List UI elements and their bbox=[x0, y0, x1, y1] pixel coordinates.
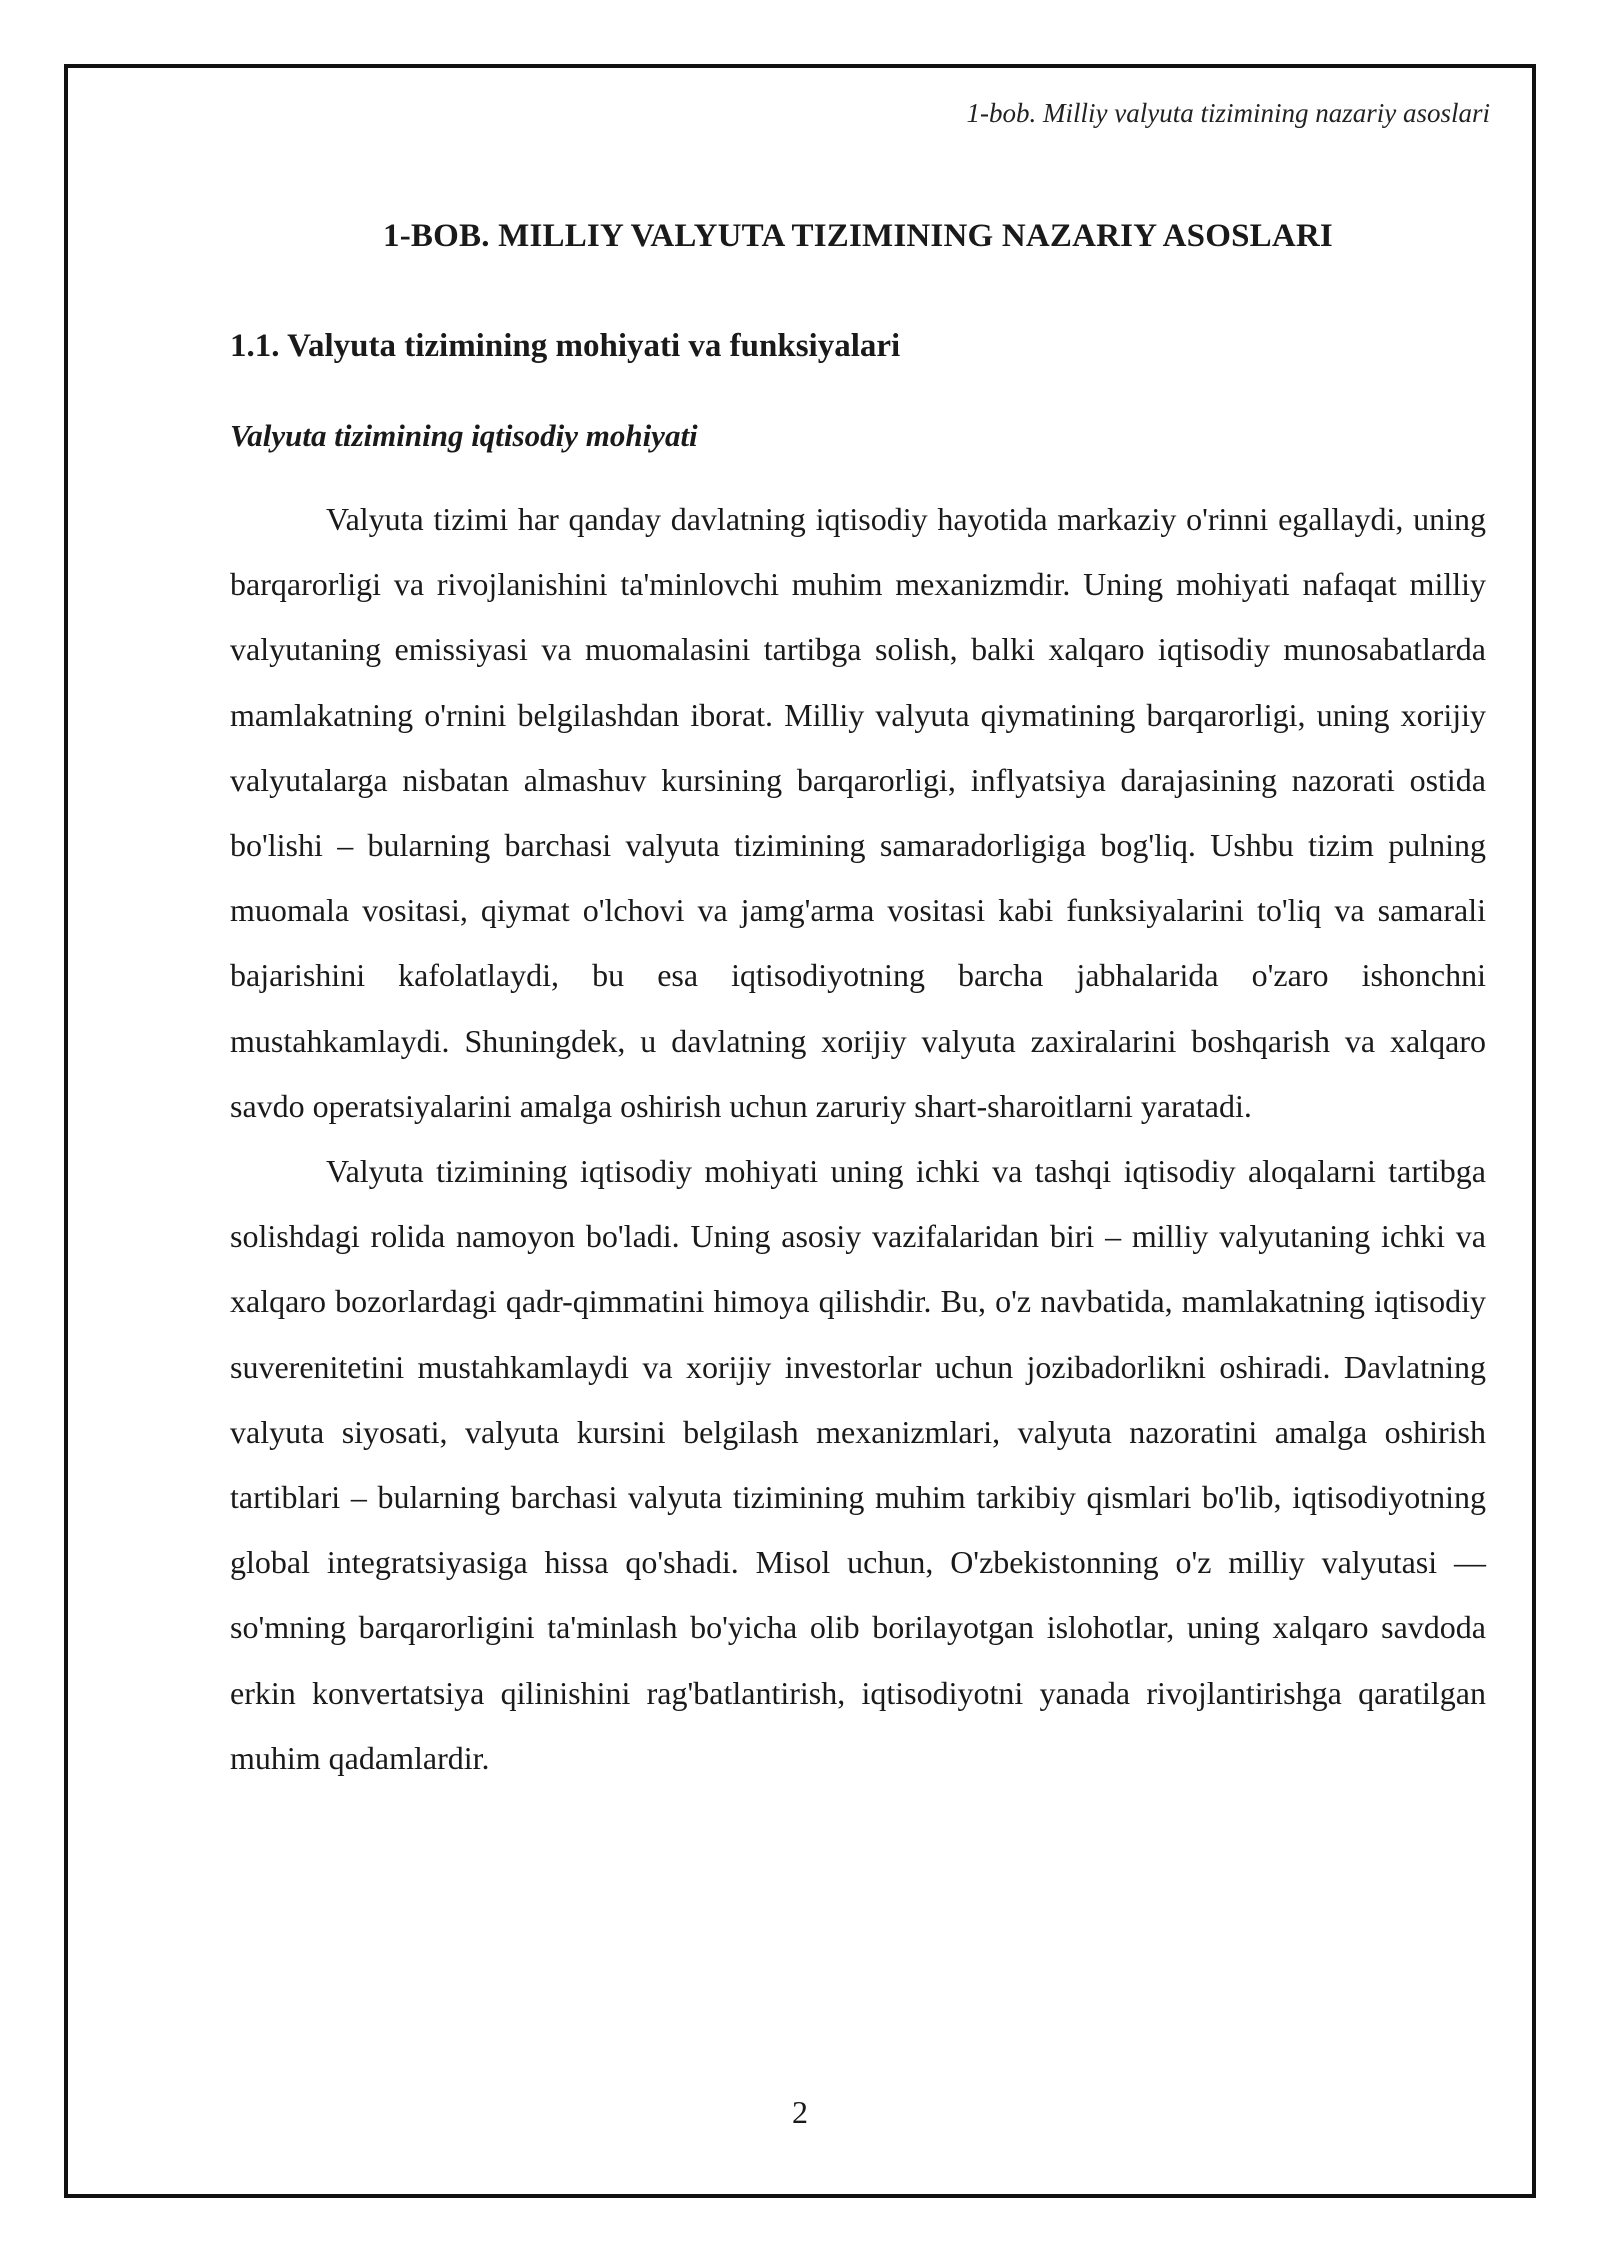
paragraph: Valyuta tizimining iqtisodiy mohiyati uning ichki va tashqi iqtisodiy aloqalarni tartibga solishdagi rolida namoyon bo'ladi. Uning asosiy vazifalaridan biri – milliy valyutaning ichki va xalqaro bozorlardagi qadr-qimmatini himoya qilishdir. Bu, o'z navbatida, mamlakatning iqtisodiy suverenitetini mustahkamlaydi va xorijiy investorlar uchun jozibadorlikni oshiradi. Davlatning valyuta siyosati, valyuta kursini belgilash mexanizmlari, valyuta nazoratini amalga oshirish tartiblari – bularning barchasi valyuta tizimining muhim tarkibiy qismlari bo'lib, iqtisodiyotning global integratsiyasiga hissa qo'shadi. Misol uchun, O'zbekistonning o'z milliy valyutasi — so'mning barqarorligini ta'minlash bo'yicha olib borilayotgan islohotlar, uning xalqaro savdoda erkin konvertatsiya qilinishini rag'batlantirish, iqtisodiyotni yanada rivojlantirishga qaratilgan muhim qadamlardir. bbox=[230, 1153, 1486, 1776]
chapter-title: 1-BOB. MILLIY VALYUTA TIZIMINING NAZARIY ASOSLARI bbox=[383, 218, 1333, 254]
section-title: 1.1. Valyuta tizimining mohiyati va funksiyalari bbox=[230, 328, 901, 364]
paragraph: Valyuta tizimi har qanday davlatning iqtisodiy hayotida markaziy o'rinni egallaydi, uning barqarorligi va rivojlanishini ta'minlovchi muhim mexanizmdir. Uning mohiyati nafaqat milliy valyutaning emissiyasi va muomalasini tartibga solish, balki xalqaro iqtisodiy munosabatlarda mamlakatning o'rnini belgilashdan iborat. Milliy valyuta qiymatining barqarorligi, uning xorijiy valyutalarga nisbatan almashuv kursining barqarorligi, inflyatsiya darajasining nazorati ostida bo'lishi – bularning barchasi valyuta tizimining samaradorligiga bog'liq. Ushbu tizim pulning muomala vositasi, qiymat o'lchovi va jamg'arma vositasi kabi funksiyalarini to'liq va samarali bajarishini kafolatlaydi, bu esa iqtisodiyotning barcha jabhalarida o'zaro ishonchni mustahkamlaydi. Shuningdek, u davlatning xorijiy valyuta zaxiralarini boshqarish va xalqaro savdo operatsiyalarini amalga oshirish uchun zaruriy shart-sharoitlarni yaratadi. bbox=[230, 501, 1486, 1124]
subsection-title: Valyuta tizimining iqtisodiy mohiyati bbox=[230, 418, 698, 453]
running-header: 1-bob. Milliy valyuta tizimining nazariy asoslari bbox=[966, 98, 1490, 128]
body-text bbox=[230, 487, 1486, 1791]
page-number: 2 bbox=[792, 2094, 808, 2130]
